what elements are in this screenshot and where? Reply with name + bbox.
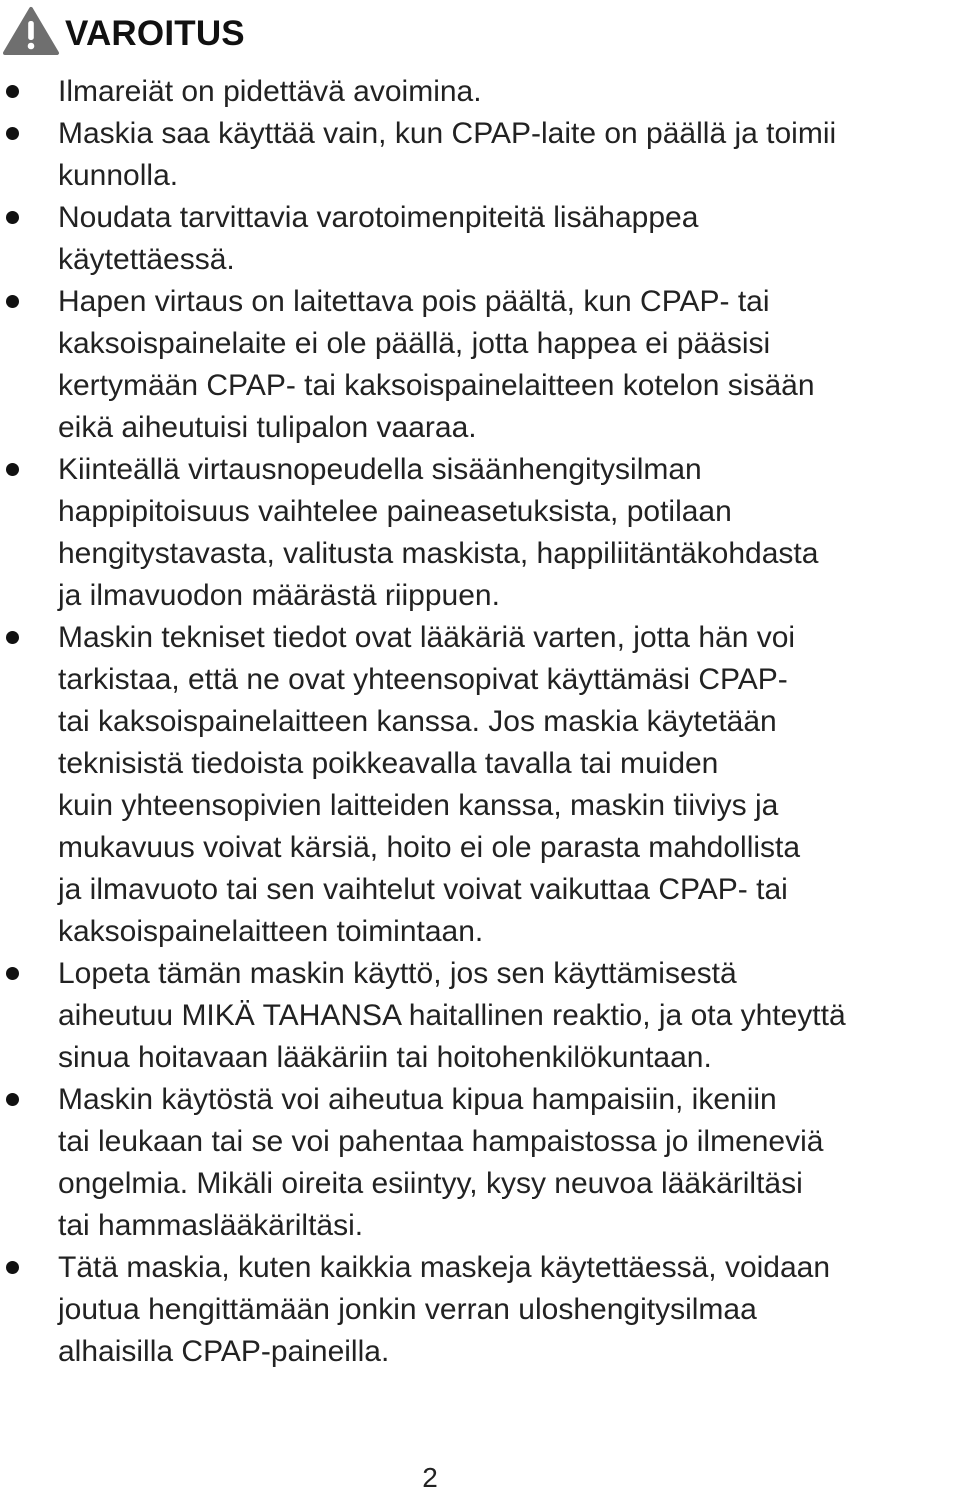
warning-text-line: joutua hengittämään jonkin verran uloshengitysilmaa — [58, 1293, 757, 1326]
warning-text-line: Noudata tarvittavia varotoimenpiteitä lisähappea — [58, 201, 699, 234]
warning-text-line: Maskin käytöstä voi aiheutua kipua hampaisiin, ikeniin — [58, 1083, 777, 1116]
warning-text-line: Kiinteällä virtausnopeudella sisäänhengitysilman — [58, 453, 702, 486]
page-number: 2 — [422, 1462, 438, 1493]
warning-text-line: alhaisilla CPAP-paineilla. — [58, 1335, 390, 1368]
bullet-icon — [6, 463, 19, 476]
warning-text-line: tai hammaslääkäriltäsi. — [58, 1209, 364, 1242]
warning-text-line: kunnolla. — [58, 159, 179, 192]
warning-list-item — [0, 449, 960, 617]
bullet-icon — [6, 295, 19, 308]
warning-text-line: aiheutuu MIKÄ TAHANSA haitallinen reaktio, ja ota yhteyttä — [58, 999, 846, 1032]
warning-list-item — [0, 197, 960, 281]
bullet-icon — [6, 631, 19, 644]
warning-text-line: ja ilmavuoto tai sen vaihtelut voivat vaikuttaa CPAP- tai — [58, 873, 788, 906]
warning-text-line: tarkistaa, että ne ovat yhteensopivat käyttämäsi CPAP- — [58, 663, 788, 696]
warning-text-line: kaksoispainelaite ei ole päällä, jotta happea ei pääsisi — [58, 327, 771, 360]
warning-list-item — [0, 953, 960, 1079]
warning-text-line: kertymään CPAP- tai kaksoispainelaitteen kotelon sisään — [58, 369, 815, 402]
warning-heading — [2, 4, 245, 58]
warning-list-item — [0, 1079, 960, 1247]
warning-text-line: kuin yhteensopivien laitteiden kanssa, maskin tiiviys ja — [58, 789, 779, 822]
warning-text-line: Maskin tekniset tiedot ovat lääkäriä varten, jotta hän voi — [58, 621, 796, 654]
warning-triangle-icon — [2, 6, 60, 56]
bullet-icon — [6, 1261, 19, 1274]
warning-text-line: eikä aiheutuisi tulipalon vaaraa. — [58, 411, 477, 444]
warning-text-line: sinua hoitavaan lääkäriin tai hoitohenkilökuntaan. — [58, 1041, 712, 1074]
bullet-icon — [6, 211, 19, 224]
warning-text-line: mukavuus voivat kärsiä, hoito ei ole parasta mahdollista — [58, 831, 801, 864]
warning-text-line: ongelmia. Mikäli oireita esiintyy, kysy neuvoa lääkäriltäsi — [58, 1167, 803, 1200]
warning-text-line: kaksoispainelaitteen toimintaan. — [58, 915, 484, 948]
warning-text-line: tai leukaan tai se voi pahentaa hampaistossa jo ilmeneviä — [58, 1125, 824, 1158]
warning-list-item — [0, 113, 960, 197]
bullet-icon — [6, 85, 19, 98]
warning-text-line: tai kaksoispainelaitteen kanssa. Jos maskia käytetään — [58, 705, 777, 738]
warning-text-line: Hapen virtaus on laitettava pois päältä, kun CPAP- tai — [58, 285, 770, 318]
bullet-icon — [6, 967, 19, 980]
warning-text-line: ja ilmavuodon määrästä riippuen. — [58, 579, 500, 612]
bullet-icon — [6, 1093, 19, 1106]
warning-list-item — [0, 1247, 960, 1373]
warning-text-line: Tätä maskia, kuten kaikkia maskeja käytettäessä, voidaan — [58, 1251, 831, 1284]
bullet-icon — [6, 127, 19, 140]
warning-text-line: Ilmareiät on pidettävä avoimina. — [58, 75, 482, 108]
warning-title: VAROITUS — [65, 14, 245, 53]
warning-text-line: teknisistä tiedoista poikkeavalla tavalla tai muiden — [58, 747, 719, 780]
warning-text-line: Maskia saa käyttää vain, kun CPAP-laite on päällä ja toimii — [58, 117, 837, 150]
warning-list-item — [0, 71, 960, 113]
warning-text-line: happipitoisuus vaihtelee paineasetuksista, potilaan — [58, 495, 732, 528]
warning-list-item — [0, 617, 960, 953]
warning-text-line: käytettäessä. — [58, 243, 235, 276]
warning-list — [0, 71, 960, 1373]
warning-text-line: hengitystavasta, valitusta maskista, happiliitäntäkohdasta — [58, 537, 819, 570]
warning-text-line: Lopeta tämän maskin käyttö, jos sen käyttämisestä — [58, 957, 737, 990]
warning-list-item — [0, 281, 960, 449]
